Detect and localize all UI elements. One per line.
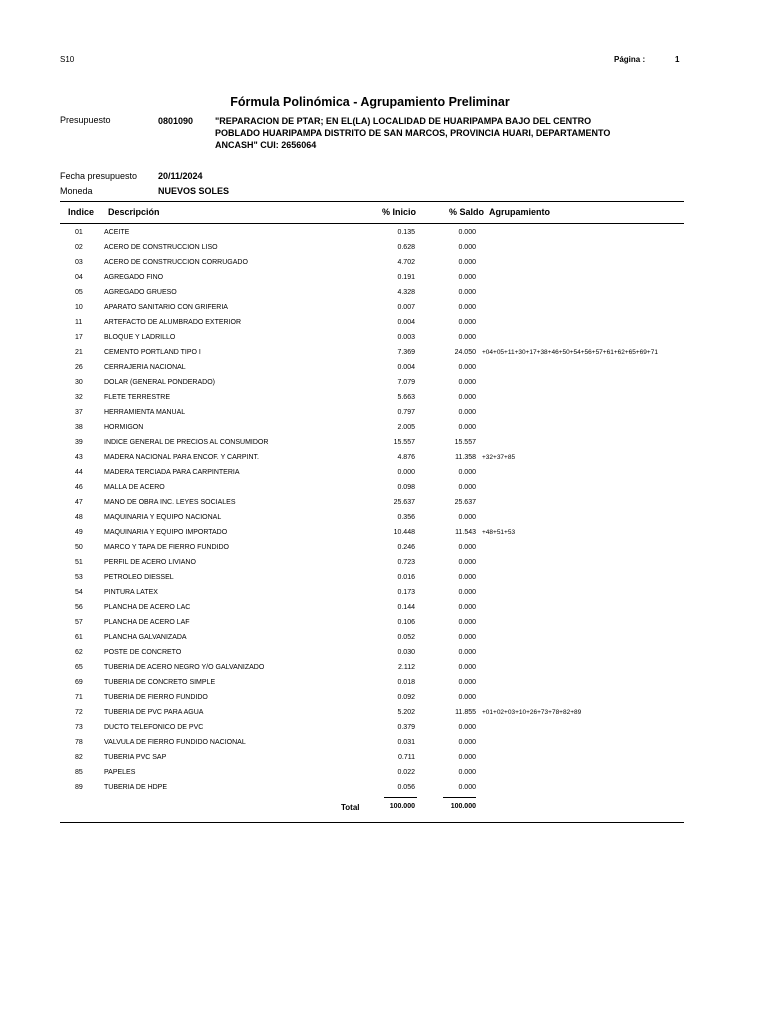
cell-indice: 02 (75, 244, 83, 251)
cell-inicio: 0.016 (397, 574, 415, 581)
cell-saldo: 0.000 (458, 784, 476, 791)
cell-inicio: 0.004 (397, 319, 415, 326)
cell-agrupamiento: +48+51+53 (482, 529, 516, 536)
header-agrupamiento: Agrupamiento (489, 207, 551, 217)
header-indice: Indice (68, 207, 95, 217)
table-row (0, 676, 768, 691)
table-row (0, 616, 768, 631)
cell-inicio: 0.004 (397, 364, 415, 371)
cell-saldo: 0.000 (458, 664, 476, 671)
cell-indice: 38 (75, 424, 83, 431)
cell-indice: 37 (75, 409, 83, 416)
cell-saldo: 0.000 (458, 379, 476, 386)
cell-descripcion: PLANCHA DE ACERO LAF (104, 619, 190, 626)
cell-saldo: 0.000 (458, 739, 476, 746)
table-row (0, 481, 768, 496)
cell-indice: 11 (75, 319, 83, 326)
cell-inicio: 0.379 (397, 724, 415, 731)
cell-saldo: 0.000 (458, 244, 476, 251)
table-row (0, 631, 768, 646)
cell-saldo: 0.000 (458, 694, 476, 701)
cell-agrupamiento: +04+05+11+30+17+38+46+50+54+56+57+61+62+65+69+71 (482, 349, 658, 356)
cell-descripcion: AGREGADO GRUESO (104, 289, 177, 296)
cell-indice: 78 (75, 739, 83, 746)
table-row (0, 286, 768, 301)
cell-inicio: 10.448 (393, 529, 415, 536)
cell-descripcion: ACERO DE CONSTRUCCION CORRUGADO (104, 259, 248, 266)
cell-indice: 54 (75, 589, 83, 596)
cell-saldo: 0.000 (458, 289, 476, 296)
table-row (0, 526, 768, 541)
cell-saldo: 0.000 (458, 544, 476, 551)
cell-agrupamiento: +32+37+85 (482, 454, 516, 461)
cell-saldo: 0.000 (458, 394, 476, 401)
cell-descripcion: MALLA DE ACERO (104, 484, 165, 491)
cell-descripcion: PINTURA LATEX (104, 589, 158, 596)
cell-indice: 39 (75, 439, 83, 446)
cell-saldo: 0.000 (458, 514, 476, 521)
table-body (0, 226, 768, 796)
table-header-rule (60, 223, 684, 224)
cell-inicio: 0.022 (397, 769, 415, 776)
cell-descripcion: CERRAJERIA NACIONAL (104, 364, 186, 371)
presupuesto-label: Presupuesto (60, 115, 111, 125)
cell-indice: 57 (75, 619, 83, 626)
cell-descripcion: TUBERIA DE HDPE (104, 784, 168, 791)
table-row (0, 361, 768, 376)
cell-descripcion: TUBERIA DE ACERO NEGRO Y/O GALVANIZADO (104, 664, 265, 671)
table-bottom-rule (60, 822, 684, 823)
page-number: 1 (675, 55, 680, 64)
cell-inicio: 7.369 (397, 349, 415, 356)
cell-indice: 50 (75, 544, 83, 551)
cell-descripcion: POSTE DE CONCRETO (104, 649, 182, 656)
cell-indice: 10 (75, 304, 83, 311)
cell-indice: 26 (75, 364, 83, 371)
table-row (0, 751, 768, 766)
table-row (0, 451, 768, 466)
cell-descripcion: PLANCHA DE ACERO LAC (104, 604, 191, 611)
cell-saldo: 0.000 (458, 679, 476, 686)
cell-inicio: 0.797 (397, 409, 415, 416)
cell-saldo: 0.000 (458, 589, 476, 596)
cell-inicio: 4.702 (397, 259, 415, 266)
table-row (0, 736, 768, 751)
presupuesto-code: 0801090 (158, 116, 194, 126)
cell-indice: 65 (75, 664, 83, 671)
table-row (0, 226, 768, 241)
cell-indice: 30 (75, 379, 83, 386)
cell-inicio: 25.637 (393, 499, 415, 506)
cell-inicio: 0.628 (397, 244, 415, 251)
cell-saldo: 0.000 (458, 319, 476, 326)
table-row (0, 691, 768, 706)
cell-descripcion: PETROLEO DIESSEL (104, 574, 174, 581)
cell-indice: 73 (75, 724, 83, 731)
cell-saldo: 0.000 (458, 649, 476, 656)
cell-inicio: 4.876 (397, 454, 415, 461)
table-row (0, 316, 768, 331)
fecha-label: Fecha presupuesto (60, 171, 138, 181)
cell-inicio: 2.005 (397, 424, 415, 431)
table-top-rule (60, 201, 684, 202)
cell-saldo: 0.000 (458, 484, 476, 491)
document-title: Fórmula Polinómica - Agrupamiento Preliminar (230, 95, 510, 109)
cell-inicio: 0.173 (397, 589, 415, 596)
table-row (0, 406, 768, 421)
cell-descripcion: TUBERIA DE PVC PARA AGUA (104, 709, 204, 716)
cell-descripcion: DUCTO TELEFONICO DE PVC (104, 724, 204, 731)
system-label: S10 (60, 55, 75, 64)
cell-saldo: 0.000 (458, 754, 476, 761)
cell-saldo: 0.000 (458, 304, 476, 311)
cell-indice: 71 (75, 694, 83, 701)
table-row (0, 421, 768, 436)
cell-descripcion: HORMIGON (104, 424, 144, 431)
cell-indice: 69 (75, 679, 83, 686)
cell-indice: 21 (75, 349, 83, 356)
total-saldo: 100.000 (450, 803, 476, 810)
table-row (0, 781, 768, 796)
total-label: Total (341, 803, 360, 812)
cell-indice: 85 (75, 769, 83, 776)
cell-saldo: 0.000 (458, 574, 476, 581)
table-row (0, 511, 768, 526)
table-row (0, 436, 768, 451)
cell-saldo: 11.855 (455, 709, 476, 716)
table-row (0, 721, 768, 736)
cell-inicio: 5.202 (397, 709, 415, 716)
cell-descripcion: ARTEFACTO DE ALUMBRADO EXTERIOR (104, 319, 242, 326)
table-row (0, 601, 768, 616)
cell-inicio: 0.018 (397, 679, 415, 686)
cell-descripcion: TUBERIA DE FIERRO FUNDIDO (104, 694, 208, 701)
cell-descripcion: AGREGADO FINO (104, 274, 164, 281)
cell-saldo: 0.000 (458, 259, 476, 266)
cell-agrupamiento: +01+02+03+10+26+73+78+82+89 (482, 709, 582, 716)
cell-inicio: 0.007 (397, 304, 415, 311)
cell-inicio: 0.144 (397, 604, 415, 611)
cell-descripcion: MADERA TERCIADA PARA CARPINTERIA (104, 469, 240, 476)
cell-saldo: 0.000 (458, 619, 476, 626)
cell-indice: 51 (75, 559, 83, 566)
table-row (0, 586, 768, 601)
table-row (0, 661, 768, 676)
cell-indice: 46 (75, 484, 83, 491)
cell-descripcion: PERFIL DE ACERO LIVIANO (104, 559, 196, 566)
cell-descripcion: BLOQUE Y LADRILLO (104, 334, 176, 341)
cell-inicio: 0.000 (397, 469, 415, 476)
total-inicio-rule (384, 797, 417, 798)
moneda-value: NUEVOS SOLES (158, 186, 230, 196)
header-saldo: % Saldo (449, 207, 485, 217)
table-row (0, 706, 768, 721)
table-row (0, 376, 768, 391)
table-row (0, 556, 768, 571)
table-row (0, 496, 768, 511)
cell-indice: 44 (75, 469, 83, 476)
cell-saldo: 0.000 (458, 469, 476, 476)
cell-descripcion: CEMENTO PORTLAND TIPO I (104, 349, 201, 356)
cell-indice: 47 (75, 499, 83, 506)
cell-inicio: 0.191 (397, 274, 415, 281)
moneda-label: Moneda (60, 186, 93, 196)
cell-indice: 01 (75, 229, 83, 236)
cell-inicio: 0.031 (397, 739, 415, 746)
cell-saldo: 0.000 (458, 409, 476, 416)
cell-saldo: 0.000 (458, 559, 476, 566)
table-row (0, 271, 768, 286)
cell-saldo: 0.000 (458, 634, 476, 641)
cell-saldo: 0.000 (458, 334, 476, 341)
cell-descripcion: DOLAR (GENERAL PONDERADO) (104, 379, 215, 386)
cell-saldo: 25.637 (454, 499, 476, 506)
cell-inicio: 0.092 (397, 694, 415, 701)
page-label: Página : (614, 55, 646, 64)
cell-indice: 48 (75, 514, 83, 521)
cell-descripcion: MAQUINARIA Y EQUIPO NACIONAL (104, 514, 222, 521)
cell-saldo: 11.358 (455, 454, 476, 461)
cell-saldo: 0.000 (458, 724, 476, 731)
cell-descripcion: MAQUINARIA Y EQUIPO IMPORTADO (104, 529, 228, 536)
cell-saldo: 11.543 (455, 529, 476, 536)
table-row (0, 346, 768, 361)
cell-indice: 49 (75, 529, 83, 536)
cell-descripcion: INDICE GENERAL DE PRECIOS AL CONSUMIDOR (104, 439, 269, 446)
cell-indice: 61 (75, 634, 83, 641)
cell-inicio: 0.246 (397, 544, 415, 551)
table-row (0, 391, 768, 406)
table-row (0, 331, 768, 346)
cell-inicio: 4.328 (397, 289, 415, 296)
presupuesto-description: "REPARACION DE PTAR; EN EL(LA) LOCALIDAD DE HUARIPAMPA BAJO DEL CENTRO POBLADO HUARIPAMPA DISTRITO DE SAN MARCOS, PROVINCIA HUARI, DEPARTAMENTO ANCASH" CUI: 2656064 (215, 116, 611, 150)
cell-saldo: 0.000 (458, 229, 476, 236)
table-row (0, 301, 768, 316)
cell-descripcion: HERRAMIENTA MANUAL (104, 409, 186, 416)
cell-descripcion: PLANCHA GALVANIZADA (104, 634, 187, 641)
cell-descripcion: MARCO Y TAPA DE FIERRO FUNDIDO (104, 544, 229, 551)
cell-descripcion: PAPELES (104, 769, 136, 776)
cell-indice: 17 (75, 334, 83, 341)
cell-inicio: 7.079 (397, 379, 415, 386)
table-row (0, 241, 768, 256)
cell-indice: 62 (75, 649, 83, 656)
cell-inicio: 0.711 (398, 754, 415, 761)
total-inicio: 100.000 (389, 803, 415, 810)
cell-saldo: 0.000 (458, 769, 476, 776)
table-row (0, 541, 768, 556)
cell-indice: 56 (75, 604, 83, 611)
cell-indice: 05 (75, 289, 83, 296)
cell-descripcion: APARATO SANITARIO CON GRIFERIA (104, 304, 228, 311)
cell-descripcion: TUBERIA DE CONCRETO SIMPLE (104, 679, 216, 686)
table-row (0, 646, 768, 661)
cell-saldo: 0.000 (458, 424, 476, 431)
cell-descripcion: MADERA NACIONAL PARA ENCOF. Y CARPINT. (104, 454, 259, 461)
cell-saldo: 0.000 (458, 604, 476, 611)
cell-indice: 32 (75, 394, 83, 401)
cell-descripcion: FLETE TERRESTRE (104, 394, 170, 401)
cell-inicio: 15.557 (393, 439, 415, 446)
cell-indice: 04 (75, 274, 83, 281)
cell-inicio: 0.723 (397, 559, 415, 566)
cell-descripcion: ACEITE (104, 229, 130, 236)
cell-inicio: 0.056 (397, 784, 415, 791)
cell-saldo: 0.000 (458, 274, 476, 281)
cell-indice: 72 (75, 709, 83, 716)
table-row (0, 256, 768, 271)
cell-descripcion: VALVULA DE FIERRO FUNDIDO NACIONAL (104, 739, 246, 746)
cell-saldo: 24.050 (454, 349, 476, 356)
cell-indice: 89 (75, 784, 83, 791)
cell-saldo: 15.557 (454, 439, 476, 446)
header-inicio: % Inicio (382, 207, 417, 217)
table-row (0, 466, 768, 481)
cell-saldo: 0.000 (458, 364, 476, 371)
cell-inicio: 0.098 (397, 484, 415, 491)
cell-inicio: 0.052 (397, 634, 415, 641)
header-descripcion: Descripción (108, 207, 160, 217)
cell-indice: 43 (75, 454, 83, 461)
cell-inicio: 0.135 (397, 229, 415, 236)
cell-inicio: 0.356 (397, 514, 415, 521)
cell-indice: 03 (75, 259, 83, 266)
cell-indice: 82 (75, 754, 83, 761)
total-saldo-rule (443, 797, 476, 798)
cell-descripcion: ACERO DE CONSTRUCCION LISO (104, 244, 218, 251)
cell-inicio: 0.106 (397, 619, 415, 626)
cell-descripcion: TUBERIA PVC SAP (104, 754, 167, 761)
cell-inicio: 2.112 (398, 664, 415, 671)
table-row (0, 766, 768, 781)
cell-descripcion: MANO DE OBRA INC. LEYES SOCIALES (104, 499, 236, 506)
cell-indice: 53 (75, 574, 83, 581)
fecha-value: 20/11/2024 (158, 171, 203, 181)
cell-inicio: 0.030 (397, 649, 415, 656)
cell-inicio: 5.663 (397, 394, 415, 401)
cell-inicio: 0.003 (397, 334, 415, 341)
table-row (0, 571, 768, 586)
